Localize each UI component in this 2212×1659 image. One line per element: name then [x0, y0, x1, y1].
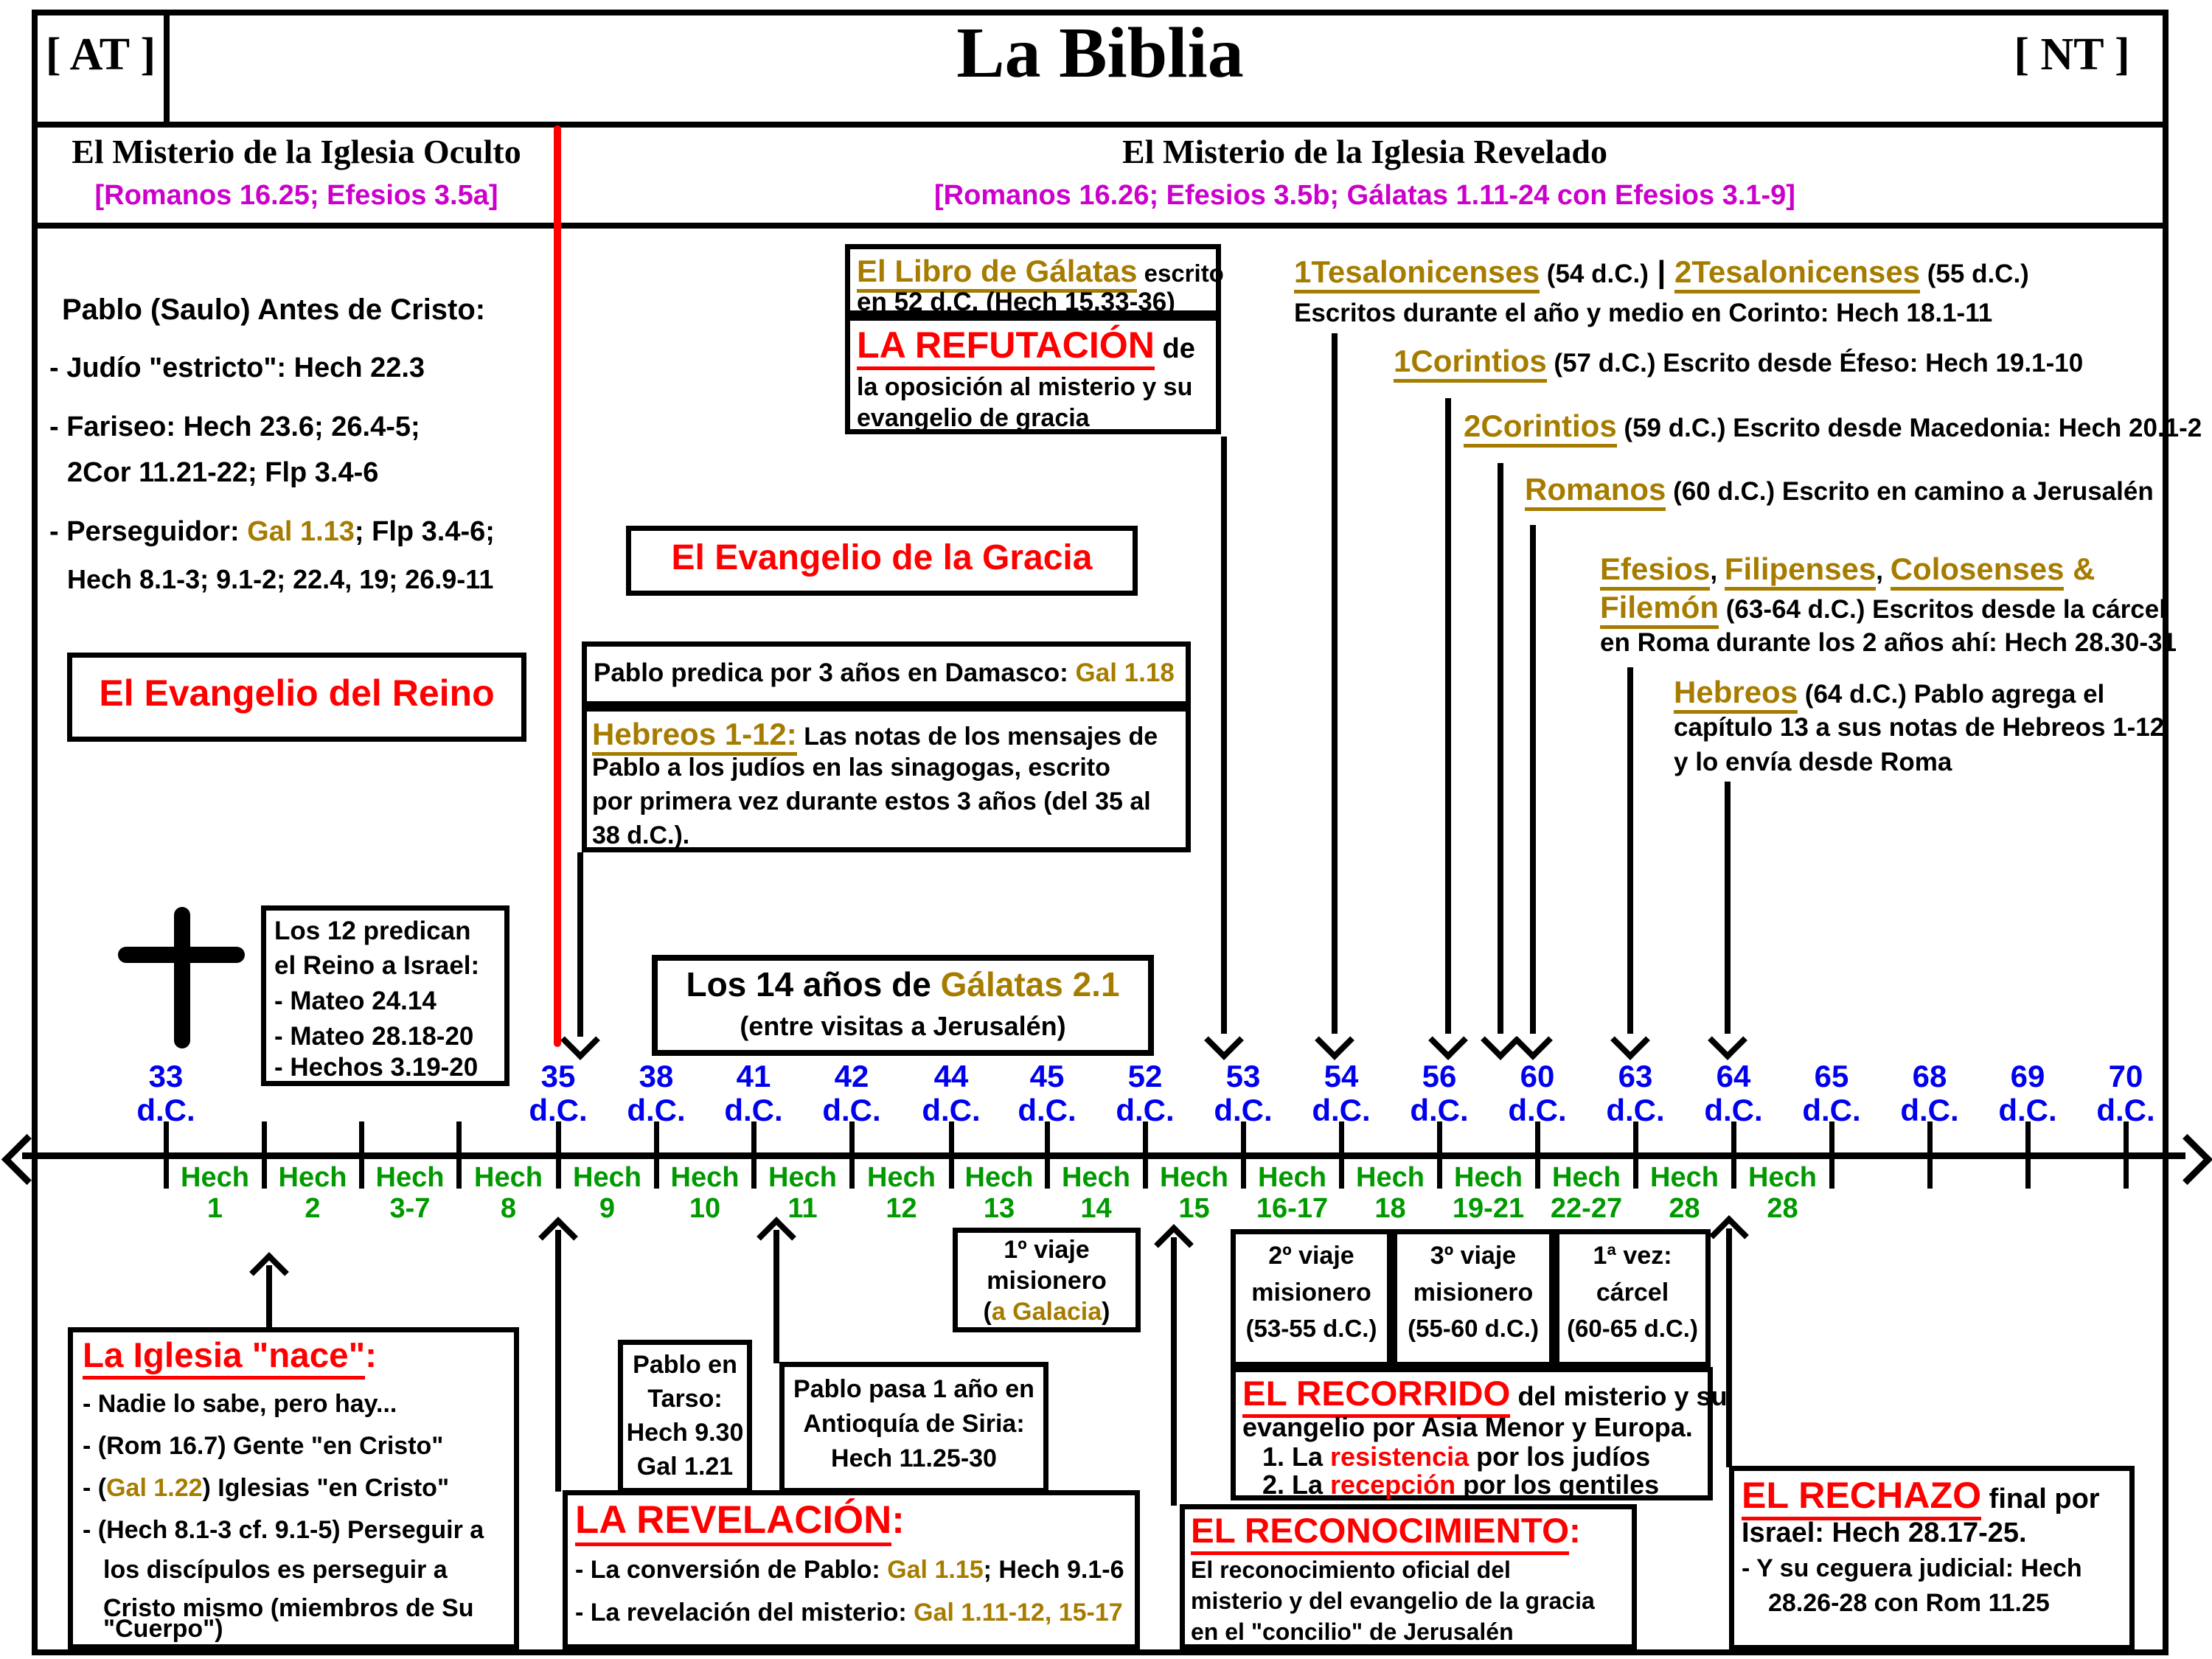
nace-line: - Nadie lo sabe, pero hay... — [83, 1390, 397, 1418]
hebreos-line: y lo envía desde Roma — [1674, 748, 1952, 776]
nace-line: los discípulos es perseguir a — [103, 1556, 448, 1584]
title-row-divider — [32, 122, 2168, 128]
recorrido-line: 2. La recepción por los gentiles — [1262, 1470, 1660, 1500]
hebreos-notas-line: Hebreos 1-12: Las notas de los mensajes de — [592, 717, 1158, 751]
revealed-mystery-refs: [Romanos 16.26; Efesios 3.5b; Gálatas 1.11-24 con Efesios 3.1-9] — [934, 180, 1795, 211]
pablo-antes-line: - Judío "estricto": Hech 22.3 — [49, 352, 425, 383]
year-label: 52 d.C. — [1116, 1059, 1175, 1127]
primera-carcel-line: cárcel — [1596, 1279, 1669, 1307]
recorrido-line: 1. La resistencia por los judíos — [1262, 1441, 1651, 1472]
reconocimiento-line: en el "concilio" de Jerusalén — [1191, 1618, 1514, 1645]
acts-segment-label: Hech 28 — [1650, 1162, 1719, 1224]
timeline-axis — [22, 1152, 2185, 1159]
timeline-tick — [359, 1121, 364, 1152]
nace-title: La Iglesia "nace": — [83, 1336, 377, 1375]
timeline-tick — [2124, 1159, 2129, 1189]
rechazo-line: - Y su ceguera judicial: Hech — [1742, 1554, 2082, 1582]
hidden-mystery-refs: [Romanos 16.25; Efesios 3.5a] — [94, 180, 498, 211]
catorce-title: Los 14 años de Gálatas 2.1 — [686, 965, 1120, 1004]
corintios1-line: 1Corintios (57 d.C.) Escrito desde Éfeso: Hech 19.1-10 — [1394, 344, 2083, 378]
galatas-escrito-line: en 52 d.C. (Hech 15.33-36) — [857, 288, 1175, 316]
recorrido-title-line: EL RECORRIDO del misterio y su — [1242, 1374, 1728, 1413]
romanos-line: Romanos (60 d.C.) Escrito en camino a Jerusalén — [1525, 472, 2154, 507]
los12-line: - Mateo 24.14 — [274, 987, 437, 1015]
viaje2-line: misionero — [1251, 1279, 1371, 1307]
acts-segment-label: Hech 14 — [1062, 1162, 1130, 1224]
pablo-antes-line: - Perseguidor: Gal 1.13; Flp 3.4-6; — [49, 516, 495, 547]
revelacion-title: LA REVELACIÓN: — [575, 1498, 905, 1542]
tarso-line: Pablo en — [633, 1351, 737, 1379]
hebreos-notas-line: Pablo a los judíos en las sinagogas, escrito — [592, 754, 1110, 782]
rechazo-title-line: EL RECHAZO final por — [1742, 1475, 2100, 1516]
acts-segment-label: Hech 10 — [670, 1162, 740, 1224]
damasco-line: Pablo predica por 3 años en Damasco: Gal 1.18 — [594, 658, 1175, 687]
pablo-antes-line: 2Cor 11.21-22; Flp 3.4-6 — [67, 457, 379, 488]
tarso-line: Gal 1.21 — [636, 1453, 734, 1481]
refutacion-line: evangelio de gracia — [857, 404, 1090, 432]
timeline-tick — [262, 1121, 267, 1152]
primera-carcel-line: 1ª vez: — [1593, 1242, 1672, 1270]
nace-line: - (Hech 8.1-3 cf. 9.1-5) Perseguir a — [83, 1516, 484, 1544]
los12-line: - Mateo 28.18-20 — [274, 1022, 474, 1051]
viaje1-line: (a Galacia) — [983, 1298, 1110, 1326]
nace-line: "Cuerpo") — [103, 1615, 223, 1643]
viaje3-line: 3º viaje — [1430, 1242, 1517, 1270]
hidden-mystery-title: El Misterio de la Iglesia Oculto — [72, 133, 521, 170]
acts-segment-label: Hech 11 — [768, 1162, 837, 1224]
revealed-mystery-title: El Misterio de la Iglesia Revelado — [1122, 133, 1607, 170]
reconocimiento-line: El reconocimiento oficial del — [1191, 1557, 1511, 1583]
revelacion-line: - La conversión de Pablo: Gal 1.15; Hech 9.1-6 — [575, 1556, 1124, 1584]
header-row-divider — [32, 223, 2168, 229]
acts-segment-label: Hech 19-21 — [1452, 1162, 1525, 1224]
rechazo-line: 28.26-28 con Rom 11.25 — [1768, 1589, 2050, 1617]
refutacion-line: la oposición al misterio y su — [857, 373, 1193, 401]
primera-carcel-line: (60-65 d.C.) — [1567, 1315, 1698, 1342]
acts-segment-label: Hech 2 — [278, 1162, 347, 1224]
year-label: 56 d.C. — [1410, 1059, 1469, 1127]
nace-line: - (Gal 1.22) Iglesias "en Cristo" — [83, 1474, 450, 1502]
year-label: 60 d.C. — [1508, 1059, 1567, 1127]
timeline-right-arrow-icon — [2162, 1134, 2212, 1185]
revelacion-line: - La revelación del misterio: Gal 1.11-12, 15-17 — [575, 1599, 1123, 1627]
hebreos-notas-line: por primera vez durante estos 3 años (del 35 al — [592, 787, 1151, 815]
evangelio-reino-label: El Evangelio del Reino — [99, 672, 495, 714]
year-label: 65 d.C. — [1802, 1059, 1861, 1127]
viaje3-line: (55-60 d.C.) — [1408, 1315, 1539, 1342]
year-label: 33 d.C. — [136, 1059, 195, 1127]
evangelio-gracia-label: El Evangelio de la Gracia — [671, 538, 1093, 577]
acts-segment-label: Hech 22-27 — [1550, 1162, 1623, 1224]
year-label: 70 d.C. — [2096, 1059, 2155, 1127]
pablo-antes-line: - Fariseo: Hech 23.6; 26.4-5; — [49, 411, 420, 442]
year-label: 42 d.C. — [822, 1059, 881, 1127]
los12-line: - Hechos 3.19-20 — [274, 1053, 479, 1082]
year-label: 45 d.C. — [1018, 1059, 1077, 1127]
catorce-subtitle: (entre visitas a Jerusalén) — [740, 1011, 1066, 1041]
carcel-epistolas-line: Filemón (63-64 d.C.) Escritos desde la cárcel — [1600, 590, 2166, 625]
timeline-tick — [2025, 1159, 2031, 1189]
viaje2-line: (53-55 d.C.) — [1245, 1315, 1377, 1342]
hebreos-notas-line: 38 d.C.). — [592, 821, 690, 849]
year-label: 35 d.C. — [529, 1059, 588, 1127]
viaje1-line: misionero — [987, 1267, 1107, 1295]
viaje2-line: 2º viaje — [1268, 1242, 1354, 1270]
antioquia-line: Pablo pasa 1 año en — [793, 1375, 1034, 1403]
year-label: 63 d.C. — [1606, 1059, 1665, 1127]
viaje1-line: 1º viaje — [1004, 1236, 1090, 1264]
hebreos-line: capítulo 13 a sus notas de Hebreos 1-12 — [1674, 713, 2165, 742]
corintios2-line: 2Corintios (59 d.C.) Escrito desde Macedonia: Hech 20.1-2 — [1464, 408, 2202, 443]
acts-segment-label: Hech 18 — [1356, 1162, 1425, 1224]
pablo-antes-title: Pablo (Saulo) Antes de Cristo: — [62, 293, 486, 326]
year-label: 69 d.C. — [1998, 1059, 2057, 1127]
viaje3-line: misionero — [1413, 1279, 1534, 1307]
tarso-line: Hech 9.30 — [626, 1419, 744, 1447]
galatas-escrito-line: El Libro de Gálatas escrito — [857, 254, 1224, 288]
reconocimiento-title: EL RECONOCIMIENTO: — [1191, 1512, 1581, 1551]
carcel-epistolas-line: Efesios, Filipenses, Colosenses & — [1600, 552, 2095, 586]
year-label: 41 d.C. — [724, 1059, 783, 1127]
year-label: 38 d.C. — [627, 1059, 686, 1127]
acts-segment-label: Hech 8 — [474, 1162, 543, 1224]
acts-segment-label: Hech 13 — [964, 1162, 1034, 1224]
acts-segment-label: Hech 12 — [867, 1162, 936, 1224]
acts-segment-label: Hech 3-7 — [375, 1162, 445, 1224]
antioquia-line: Antioquía de Siria: — [803, 1410, 1025, 1438]
recorrido-line: evangelio por Asia Menor y Europa. — [1242, 1412, 1693, 1442]
hebreos-line: Hebreos (64 d.C.) Pablo agrega el — [1674, 675, 2104, 709]
pablo-antes-line: Hech 8.1-3; 9.1-2; 22.4, 19; 26.9-11 — [67, 564, 494, 594]
division-red-line — [554, 125, 561, 1047]
rechazo-line: Israel: Hech 28.17-25. — [1742, 1517, 2027, 1548]
los12-line: el Reino a Israel: — [274, 951, 480, 980]
los12-line: Los 12 predican — [274, 917, 471, 945]
nace-line: - (Rom 16.7) Gente "en Cristo" — [83, 1432, 444, 1460]
timeline-tick — [456, 1121, 462, 1152]
antioquia-line: Hech 11.25-30 — [831, 1444, 997, 1472]
nt-label: [ NT ] — [2014, 29, 2130, 80]
carcel-epistolas-line: en Roma durante los 2 años ahí: Hech 28.30-31 — [1600, 628, 2177, 657]
acts-segment-label: Hech 15 — [1160, 1162, 1228, 1224]
at-label: [ AT ] — [45, 29, 156, 80]
year-label: 53 d.C. — [1214, 1059, 1273, 1127]
nace-line: Cristo mismo (miembros de Su — [103, 1594, 474, 1622]
year-label: 54 d.C. — [1312, 1059, 1371, 1127]
year-label: 64 d.C. — [1704, 1059, 1763, 1127]
acts-segment-label: Hech 9 — [573, 1162, 641, 1224]
refutacion-title-line: LA REFUTACIÓN de — [857, 324, 1195, 366]
year-label: 68 d.C. — [1900, 1059, 1959, 1127]
year-label: 44 d.C. — [922, 1059, 981, 1127]
reconocimiento-line: misterio y del evangelio de la gracia — [1191, 1587, 1595, 1614]
tarso-line: Tarso: — [647, 1385, 723, 1413]
acts-segment-label: Hech 28 — [1748, 1162, 1817, 1224]
acts-segment-label: Hech 1 — [181, 1162, 249, 1224]
acts-segment-label: Hech 16-17 — [1256, 1162, 1329, 1224]
timeline-tick — [1927, 1159, 1933, 1189]
page-title: La Biblia — [956, 13, 1244, 93]
tesalonicenses-note: Escritos durante el año y medio en Corinto: Hech 18.1-11 — [1294, 299, 1993, 327]
tesalonicenses-line: 1Tesalonicenses (54 d.C.) | 2Tesalonicenses (55 d.C.) — [1294, 254, 2029, 289]
